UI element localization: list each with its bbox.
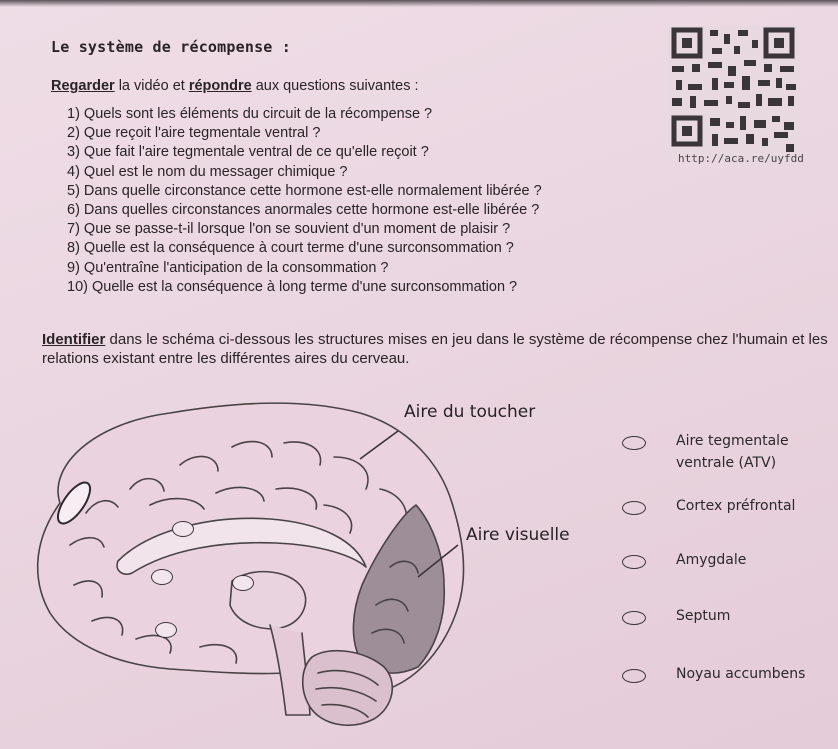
photo-top-shadow — [0, 0, 838, 7]
option-aire-tegmentale[interactable]: Aire tegmentale ventrale (ATV) — [622, 430, 789, 474]
question-item: 7) Que se passe-t-il lorsque l'on se souvient d'un moment de plaisir ? — [67, 221, 511, 238]
question-item: 8) Quelle est la conséquence à court terme d'une surconsommation ? — [67, 240, 514, 257]
option-cortex-prefrontal[interactable]: Cortex préfrontal — [622, 495, 795, 517]
question-item: 4) Quel est le nom du messager chimique ? — [67, 163, 348, 180]
question-item: 10) Quelle est la conséquence à long terme d'une surconsommation ? — [67, 278, 518, 295]
option-circle[interactable] — [622, 501, 646, 515]
option-amygdale[interactable]: Amygdale — [622, 549, 746, 571]
question-item: 5) Dans quelle circonstance cette hormone est-elle normalement libérée ? — [67, 182, 542, 199]
diagram-target-dot[interactable] — [232, 575, 254, 591]
question-item: 6) Dans quelles circonstances anormales cette hormone est-elle libérée ? — [67, 201, 540, 218]
task-paragraph: Identifier dans le schéma ci-dessous les structures mises en jeu dans le système de récompense chez l'humain et les relations existant entre les différentes aires du cerveau. — [42, 331, 828, 367]
brain-sagittal-diagram — [0, 385, 600, 749]
instruction-verb-identifier: Identifier — [42, 331, 106, 348]
option-circle[interactable] — [622, 669, 646, 683]
qr-url[interactable]: http://aca.re/uyfdd — [678, 152, 804, 165]
question-list — [67, 105, 542, 297]
label-aire-toucher: Aire du toucher — [404, 402, 536, 422]
question-item: 2) Que reçoit l'aire tegmentale ventral ? — [67, 125, 321, 142]
question-item: 1) Quels sont les éléments du circuit de la récompense ? — [67, 106, 433, 122]
option-noyau-accumbens[interactable]: Noyau accumbens — [622, 663, 805, 685]
qr-code[interactable] — [668, 26, 800, 160]
question-item: 3) Que fait l'aire tegmentale ventral de ce qu'elle reçoit ? — [67, 144, 429, 161]
label-aire-visuelle: Aire visuelle — [466, 525, 570, 545]
page-title: Le système de récompense : — [51, 38, 291, 56]
option-circle[interactable] — [622, 611, 646, 625]
option-circle[interactable] — [622, 436, 646, 450]
question-item: 9) Qu'entraîne l'anticipation de la consommation ? — [67, 259, 389, 276]
diagram-target-dot[interactable] — [155, 622, 177, 638]
option-circle[interactable] — [622, 555, 646, 569]
diagram-target-dot[interactable] — [151, 569, 173, 585]
diagram-target-dot[interactable] — [172, 521, 194, 537]
option-septum[interactable]: Septum — [622, 605, 730, 627]
instructions-line: Regarder la vidéo et répondre aux questions suivantes : — [51, 78, 419, 94]
instruction-verb-repondre: répondre — [188, 78, 252, 94]
instruction-verb-regarder: Regarder — [51, 78, 115, 94]
